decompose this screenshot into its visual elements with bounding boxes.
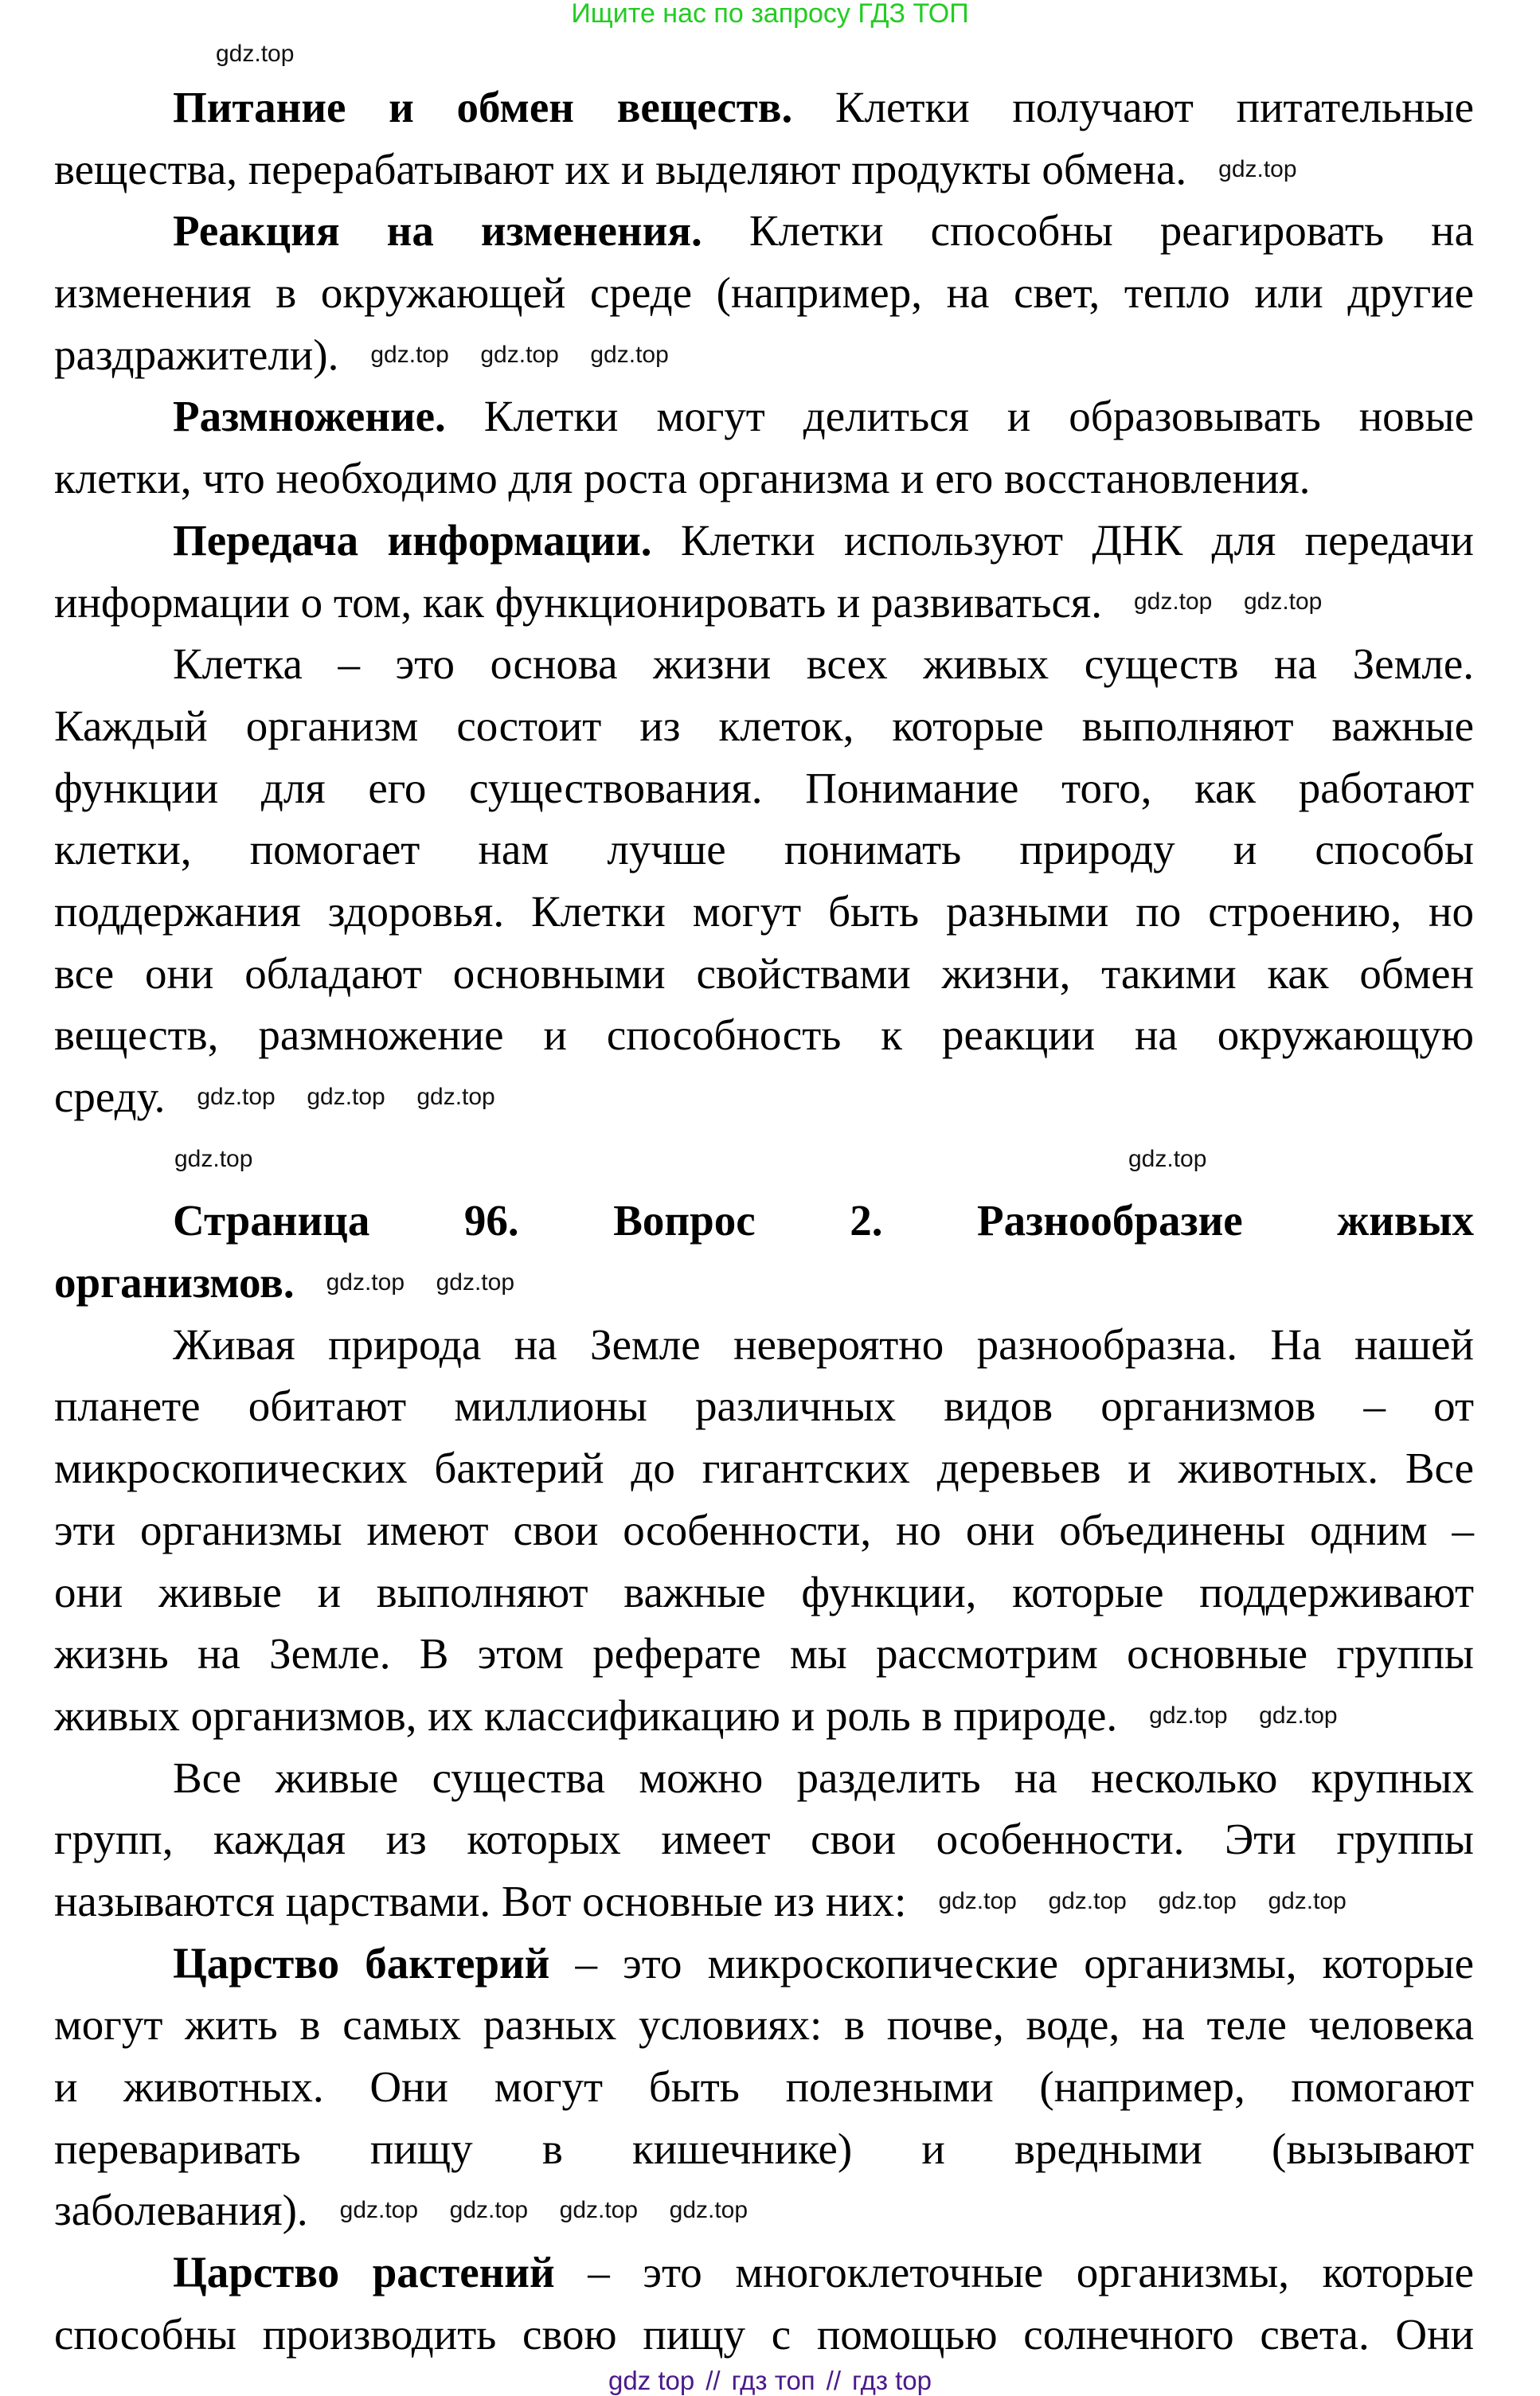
text-run: жизнь на Земле. В этом реферате мы рассмотрим основные группы (54, 1629, 1474, 1679)
footer-link[interactable]: гдз top (852, 2366, 932, 2395)
text-line (54, 1437, 1474, 1499)
text-line (54, 2179, 308, 2242)
watermark: gdz.top (938, 1887, 1017, 1914)
paragraph (54, 1933, 1474, 2242)
text-run: Клетка – это основа жизни всех живых существ на Земле. (173, 639, 1474, 689)
text-line (54, 1747, 1474, 1809)
text-run: Клетки способны реагировать на (702, 206, 1474, 256)
paragraph (54, 1747, 1474, 1933)
text-run: вещества, перерабатывают их и выделяют продукты обмена. (54, 144, 1187, 193)
text-run: – это микроскопические организмы, которые (549, 1938, 1474, 1988)
text-run: клетки, помогает нам лучше понимать природу и способы (54, 825, 1474, 874)
watermark: gdz.top (1218, 155, 1297, 182)
text-line (54, 2304, 1474, 2366)
text-run: Клетки могут делиться и образовывать новые (445, 392, 1474, 441)
text-line (54, 1066, 165, 1128)
watermark: gdz.top (1259, 1702, 1338, 1729)
text-run: функции для его существования. Понимание того, как работают (54, 763, 1474, 812)
text-run: Каждый организм состоит из клеток, которые выполняют важные (54, 701, 1474, 750)
text-run: заболевания). (54, 2186, 308, 2235)
text-line (54, 1004, 1474, 1066)
text-line (54, 1808, 1474, 1870)
document-body (54, 76, 1474, 2365)
paragraph (54, 633, 1474, 1128)
text-line (54, 262, 1474, 324)
paragraph (54, 200, 1474, 385)
text-run: среду. (54, 1073, 166, 1121)
watermark: gdz.top (197, 1083, 276, 1110)
paragraph (54, 385, 1474, 509)
text-line (54, 448, 1310, 510)
text-run: поддержания здоровья. Клетки могут быть разными по строению, но (54, 886, 1474, 936)
text-run: – это многоклеточные организмы, которые (554, 2248, 1474, 2297)
section-heading (54, 1190, 1474, 1313)
text-run: веществ, размножение и способность к реакции на окружающую (54, 1010, 1474, 1060)
text-run: Все живые существа можно разделить на несколько крупных (173, 1753, 1474, 1802)
bold-term: Питание и обмен веществ. (173, 83, 793, 131)
text-line (54, 1870, 906, 1933)
text-line (54, 2056, 1474, 2118)
text-line (54, 2118, 1474, 2180)
text-run: могут жить в самых разных условиях: в почве, воде, на теле человека (54, 2000, 1474, 2050)
text-line (54, 76, 1474, 139)
watermark: gdz.top (449, 2197, 529, 2224)
watermark: gdz.top (1158, 1887, 1237, 1914)
text-line (54, 757, 1474, 819)
footer-separator: // (706, 2366, 721, 2395)
text-run: групп, каждая из которых имеет свои особенности. Эти группы (54, 1815, 1474, 1864)
watermark: gdz.top (1149, 1702, 1228, 1729)
text-run: и животных. Они могут быть полезными (например, помогают (54, 2062, 1474, 2111)
text-line (54, 139, 1186, 201)
bold-term: организмов. (54, 1258, 295, 1307)
watermark: gdz.top (370, 341, 449, 368)
footer-link[interactable]: gdz top (608, 2366, 695, 2395)
watermark: gdz.top (1048, 1887, 1127, 1914)
text-line (54, 881, 1474, 943)
text-line (54, 1933, 1474, 1995)
watermark: gdz.top (307, 1083, 385, 1110)
text-line (54, 1190, 1474, 1252)
text-line (54, 324, 338, 386)
watermark: gdz.top (174, 1145, 253, 1172)
text-run: Клетки используют ДНК для передачи (651, 515, 1474, 565)
bold-term: Царство бактерий (173, 1938, 550, 1988)
text-line (54, 695, 1474, 757)
text-run: способны производить свою пищу с помощью солнечного света. Они (54, 2309, 1474, 2359)
bold-term: Страница 96. Вопрос 2. Разнообразие живых (173, 1196, 1474, 1245)
text-run: клетки, что необходимо для роста организма и его восстановления. (54, 454, 1311, 503)
bold-term: Размножение. (173, 392, 446, 441)
footer-links (0, 2367, 1540, 2395)
text-line (54, 1994, 1474, 2056)
text-line (54, 1314, 1474, 1376)
text-run: планете обитают миллионы различных видов организмов – от (54, 1382, 1474, 1431)
watermark: gdz.top (339, 2197, 419, 2224)
text-line (54, 1562, 1474, 1624)
paragraph (54, 1314, 1474, 1747)
watermark: gdz.top (326, 1268, 405, 1296)
text-line (54, 385, 1474, 448)
text-line (54, 200, 1474, 262)
blank-line (54, 1128, 1474, 1190)
watermark: gdz.top (480, 341, 559, 368)
text-line (54, 572, 1102, 634)
watermark: gdz.top (669, 2197, 749, 2224)
text-run: они живые и выполняют важные функции, которые поддерживают (54, 1567, 1474, 1616)
text-line (54, 633, 1474, 695)
paragraph (54, 2242, 1474, 2365)
watermark: gdz.top (590, 341, 669, 368)
text-run: эти организмы имеют свои особенности, но они объединены одним – (54, 1505, 1474, 1554)
text-run: изменения в окружающей среде (например, на свет, тепло или другие (54, 268, 1474, 318)
watermark: gdz.top (436, 1268, 515, 1296)
text-run: микроскопических бактерий до гигантских деревьев и животных. Все (54, 1444, 1474, 1493)
bold-term: Передача информации. (173, 515, 652, 565)
bold-term: Царство растений (173, 2248, 555, 2297)
watermark: gdz.top (416, 1083, 495, 1110)
text-line (54, 819, 1474, 881)
search-banner[interactable]: Ищите нас по запросу ГДЗ ТОП (571, 0, 969, 29)
text-run: называются царствами. Вот основные из них: (54, 1876, 907, 1925)
text-line (54, 1252, 295, 1314)
text-run: все они обладают основными свойствами жизни, такими как обмен (54, 948, 1474, 998)
text-line (54, 1685, 1117, 1747)
text-line (54, 510, 1474, 572)
watermark: gdz.top (1268, 1887, 1347, 1914)
watermark: gdz.top (1128, 1145, 1207, 1172)
watermark: gdz.top (216, 41, 295, 67)
text-run: Живая природа на Земле невероятно разнообразна. На нашей (173, 1319, 1474, 1369)
text-line (54, 1375, 1474, 1437)
text-line (54, 1623, 1474, 1685)
footer-separator: // (826, 2366, 842, 2395)
text-run: живых организмов, их классификацию и роль в природе. (54, 1690, 1118, 1740)
bold-term: Реакция на изменения. (173, 206, 702, 256)
text-run: раздражители). (54, 330, 339, 379)
text-line (54, 2242, 1474, 2304)
text-line (54, 1499, 1474, 1562)
footer-link[interactable]: гдз топ (731, 2366, 815, 2395)
text-run: переваривать пищу в кишечнике) и вредными (вызывают (54, 2124, 1474, 2173)
watermark: gdz.top (559, 2197, 639, 2224)
text-line (54, 943, 1474, 1005)
text-run: информации о том, как функционировать и развиваться. (54, 577, 1102, 627)
text-run: Клетки получают питательные (792, 83, 1474, 131)
watermark: gdz.top (1133, 588, 1213, 616)
watermark: gdz.top (1243, 588, 1323, 616)
